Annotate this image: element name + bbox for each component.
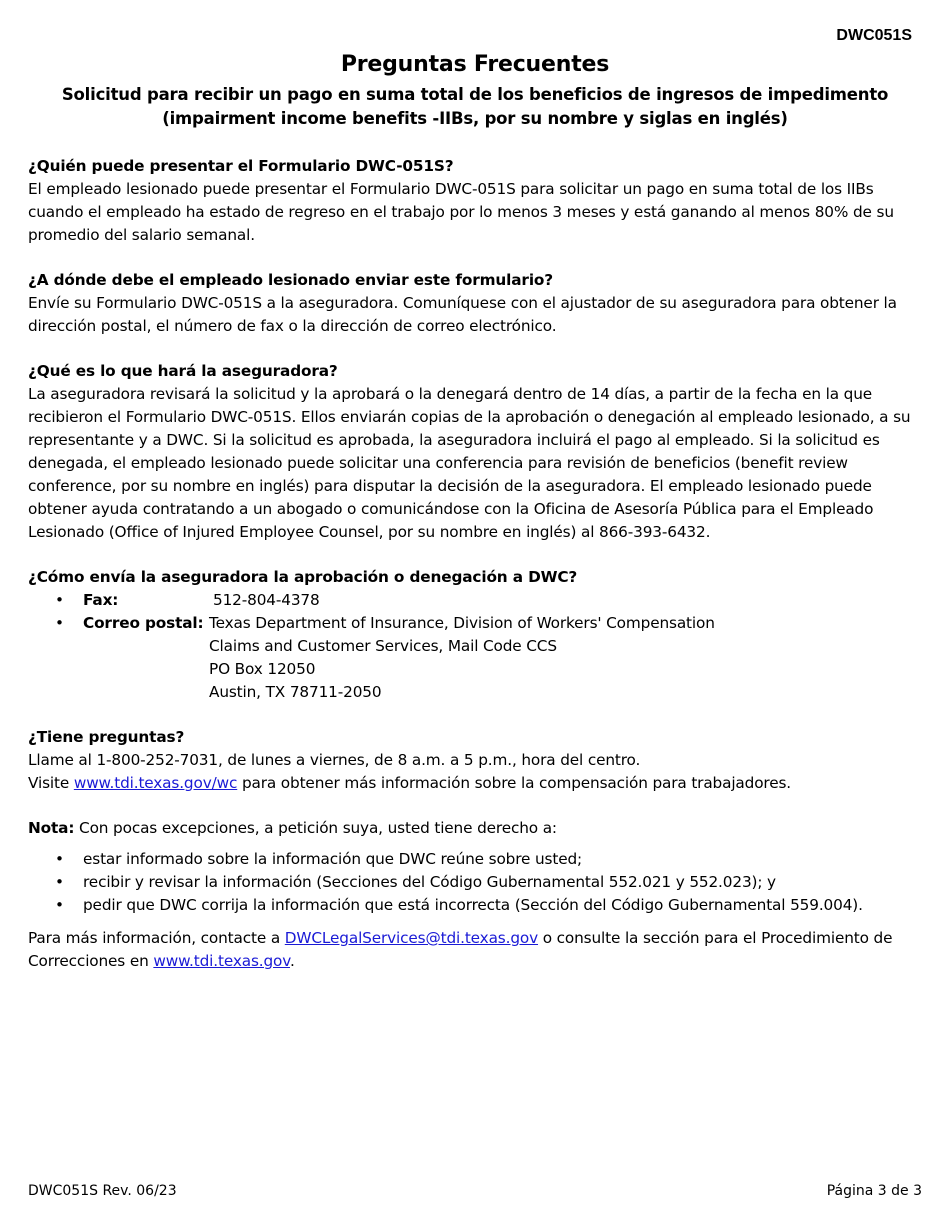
note-intro-text: Con pocas excepciones, a petición suya, usted tiene derecho a: xyxy=(79,819,557,837)
answer-text: La aseguradora revisará la solicitud y la aprobará o la denegará dentro de 14 días, a partir de la fecha en la que recibieron el Formulario DWC-051S. Ellos enviarán copias de la aprobación o denegación al empleado lesionado, a su representante y a DWC. Si la solicitud es aprobada, la aseguradora incluirá el pago al empleado. Si la solicitud es denegada, el empleado lesionado puede solicitar una conferencia para revisión de beneficios (benefit review conference, por su nombre en inglés) para disputar la decisión de la aseguradora. El empleado lesionado puede obtener ayuda contratando a un abogado o comunicándose con la Oficina de Asesoría Pública para el Empleado Lesionado (Office of Injured Employee Counsel, por su nombre en inglés) al 866-393-6432. xyxy=(28,385,911,541)
phone-text: Llame al 1-800-252-7031, de lunes a viernes, de 8 a.m. a 5 p.m., hora del centro. xyxy=(28,751,641,769)
fax-number: 512-804-4378 xyxy=(213,591,320,609)
page-subtitle xyxy=(0,83,950,131)
more-middle: o consulte la sección para el Procedimiento de Correcciones en xyxy=(28,929,893,970)
subtitle-line-1: Solicitud para recibir un pago en suma total de los beneficios de ingresos de impedimento xyxy=(61,85,889,104)
section-note xyxy=(28,817,923,973)
document-body xyxy=(28,155,923,995)
fax-item xyxy=(28,589,923,612)
visit-prefix: Visite xyxy=(28,774,70,792)
visit-text xyxy=(28,772,923,795)
more-info-text xyxy=(28,927,923,973)
legal-email-link[interactable]: DWCLegalServices@tdi.texas.gov xyxy=(284,929,539,947)
visit-suffix: para obtener más información sobre la compensación para trabajadores. xyxy=(241,774,792,792)
question-heading: ¿Quién puede presentar el Formulario DWC-051S? xyxy=(28,157,454,175)
form-code: DWC051S xyxy=(836,27,912,44)
section-who xyxy=(28,155,923,247)
mail-item xyxy=(28,612,923,704)
section-how xyxy=(28,566,923,704)
tdi-website-link[interactable]: www.tdi.texas.gov xyxy=(153,952,290,970)
more-suffix: . xyxy=(289,952,295,970)
dwc-website-link[interactable]: www.tdi.texas.gov/wc xyxy=(73,774,238,792)
list-item: • recibir y revisar la información (Secciones del Código Gubernamental 552.021 y 552.023); y xyxy=(28,871,923,894)
rights-list xyxy=(28,848,923,917)
contact-list xyxy=(28,589,923,704)
form-revision: DWC051S Rev. 06/23 xyxy=(28,1183,177,1199)
list-item: • pedir que DWC corrija la información que está incorrecta (Sección del Código Gubernamental 559.004). xyxy=(28,894,923,917)
mail-label: • Correo postal: xyxy=(83,614,204,632)
mail-address xyxy=(209,612,715,704)
question-heading: ¿Tiene preguntas? xyxy=(28,728,185,746)
address-line: PO Box 12050 xyxy=(209,660,316,678)
address-line: Texas Department of Insurance, Division of Workers' Compensation xyxy=(209,614,715,632)
note-label: Nota: xyxy=(28,819,75,837)
question-heading: ¿A dónde debe el empleado lesionado enviar este formulario? xyxy=(28,271,554,289)
page-title: Preguntas Frecuentes xyxy=(340,52,610,77)
subtitle-line-2: (impairment income benefits -IIBs, por su nombre y siglas en inglés) xyxy=(162,109,788,128)
more-prefix: Para más información, contacte a xyxy=(28,929,281,947)
answer-text: Envíe su Formulario DWC-051S a la aseguradora. Comuníquese con el ajustador de su aseguradora para obtener la dirección postal, el número de fax o la dirección de correo electrónico. xyxy=(28,294,897,335)
section-questions xyxy=(28,726,923,795)
question-heading: ¿Cómo envía la aseguradora la aprobación o denegación a DWC? xyxy=(28,568,578,586)
address-line: Claims and Customer Services, Mail Code CCS xyxy=(209,637,557,655)
section-what xyxy=(28,360,923,544)
section-where xyxy=(28,269,923,338)
page-number: Página 3 de 3 xyxy=(826,1183,922,1199)
question-heading: ¿Qué es lo que hará la aseguradora? xyxy=(28,362,338,380)
address-line: Austin, TX 78711-2050 xyxy=(209,683,382,701)
list-item: • estar informado sobre la información que DWC reúne sobre usted; xyxy=(28,848,923,871)
fax-label: • Fax: xyxy=(83,591,119,609)
answer-text: El empleado lesionado puede presentar el Formulario DWC-051S para solicitar un pago en suma total de los IIBs cuando el empleado ha estado de regreso en el trabajo por lo menos 3 meses y está ganando al menos 80% de su promedio del salario semanal. xyxy=(28,180,894,244)
note-intro xyxy=(28,817,923,840)
